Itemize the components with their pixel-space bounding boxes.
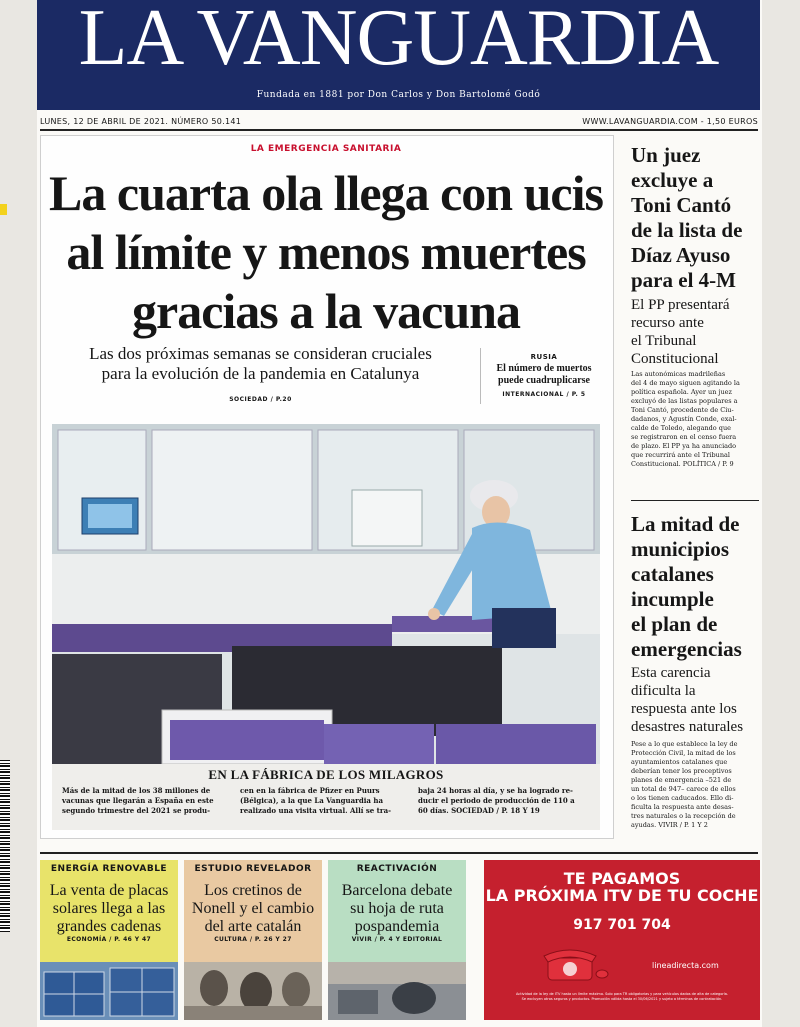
- caption-line: 60 días. SOCIEDAD / P. 18 Y 19: [418, 806, 540, 815]
- body-line: Toni Cantó, procedente de Ciu-: [631, 406, 734, 414]
- teaser-headline-line: Nonell y el cambio: [191, 900, 315, 917]
- photo-caption: [52, 764, 600, 830]
- solar-panels-image: [40, 962, 178, 1020]
- headline-line: de la lista de: [631, 218, 743, 242]
- headline-line: al límite y menos muertes: [66, 224, 586, 280]
- side-story-2-body: [631, 740, 761, 830]
- headline-line: para el 4-M: [631, 268, 736, 292]
- teaser-headline: [188, 882, 318, 936]
- headline-line: excluye a: [631, 168, 714, 192]
- body-line: Protección Civil, la mitad de los: [631, 749, 736, 757]
- teaser-label: REACTIVACIÓN: [356, 864, 438, 874]
- caption-col-2: [240, 786, 412, 816]
- russia-label: RUSIA: [530, 353, 558, 361]
- teaser-headline: [332, 882, 462, 936]
- body-line: ayuntamientos catalanes que: [631, 758, 728, 766]
- red-telephone-icon: [542, 944, 610, 984]
- edge-tag: [0, 204, 7, 215]
- main-kicker: LA EMERGENCIA SANITARIA: [250, 144, 402, 154]
- subhead-line: Esta carencia: [631, 665, 711, 681]
- teaser-headline-line: su hoja de ruta: [350, 900, 444, 917]
- teaser-headline-line: Los cretinos de: [204, 882, 302, 899]
- teaser-headline-line: del arte catalán: [204, 918, 302, 935]
- teaser-headline-line: pospandemia: [354, 918, 440, 935]
- caption-line: cen en la fábrica de Pfizer en Puurs: [240, 786, 380, 795]
- caption-line: segundo trimestre del 2021 se produ-: [62, 806, 210, 815]
- subhead-line: Las dos próximas semanas se consideran cruciales: [89, 344, 432, 363]
- russia-text: [484, 363, 604, 387]
- side-story-2-headline: [631, 512, 761, 662]
- founded-line: Fundada en 1881 por Don Carlos y Don Bartolomé Godó: [256, 90, 541, 100]
- russia-text-line: El número de muertos: [496, 363, 592, 374]
- caption-title: EN LA FÁBRICA DE LOS MILAGROS: [208, 767, 444, 782]
- headline-line: Toni Cantó: [631, 193, 732, 217]
- ad-phone-number: 917 701 704: [573, 917, 671, 933]
- ad-website: lineadirecta.com: [652, 961, 719, 970]
- teaser-headline-line: grandes cadenas: [56, 918, 162, 935]
- body-line: excluyó de las listas populares a: [631, 397, 738, 405]
- body-line: ficulta la respuesta ante desas-: [631, 803, 734, 811]
- headline-line: gracias a la vacuna: [132, 283, 520, 339]
- russia-text-line: puede cuadruplicarse: [498, 375, 590, 386]
- subhead-line: El PP presentará: [631, 297, 730, 313]
- subhead-line: Constitucional: [631, 351, 719, 367]
- headline-line: Un juez: [631, 143, 701, 167]
- top-rule: [40, 129, 758, 131]
- teaser-label: ENERGÍA RENOVABLE: [50, 864, 168, 874]
- box-divider: [480, 348, 481, 404]
- teaser-section: ECONOMÍA / P. 46 Y 47: [66, 936, 152, 943]
- body-line: ayudas. VIVIR / P. 1 Y 2: [631, 821, 708, 829]
- ad-legal-text: [494, 992, 750, 1002]
- caption-line: ducir el periodo de producción de 110 a: [418, 796, 575, 805]
- newspaper-logo: LA VANGUARDIA: [78, 0, 719, 82]
- ad-headline-line: TE PAGAMOS: [563, 869, 681, 888]
- teaser-headline-line: Barcelona debate: [341, 882, 453, 899]
- teaser-section: VIVIR / P. 4 Y EDITORIAL: [351, 936, 443, 943]
- teaser-label: ESTUDIO REVELADOR: [194, 864, 312, 874]
- vaccine-factory-photo: [52, 424, 600, 764]
- caption-col-1: [62, 786, 234, 816]
- subhead-line: respuesta ante los: [631, 701, 737, 717]
- masthead: [37, 0, 760, 110]
- caption-line: Más de la mitad de los 38 millones de: [62, 786, 211, 795]
- side-story-2-subhead: [631, 664, 761, 736]
- body-line: Constitucional. POLÍTICA / P. 9: [631, 460, 734, 468]
- body-line: se registraron en el censo fuera: [631, 433, 737, 441]
- subhead-line: dificulta la: [631, 683, 696, 699]
- main-headline: [40, 164, 612, 341]
- teaser-headline: [44, 882, 174, 936]
- issue-date: LUNES, 12 DE ABRIL DE 2021. NÚMERO 50.141: [40, 117, 242, 126]
- teaser-nonell-study[interactable]: [184, 860, 322, 1020]
- main-subhead: [48, 344, 473, 410]
- barcode: [0, 760, 10, 932]
- subhead-line: para la evolución de la pandemia en Catalunya: [101, 364, 420, 383]
- body-line: Pese a lo que establece la ley de: [631, 740, 738, 748]
- teaser-section: CULTURA / P. 26 Y 27: [214, 936, 292, 943]
- body-line: política española. Ayer un juez: [631, 388, 732, 396]
- body-line: Las autonómicas madrileñas: [631, 370, 726, 378]
- headline-line: La mitad de: [631, 512, 740, 536]
- headline-line: incumple: [631, 587, 714, 611]
- body-line: del 4 de mayo siguen agitando la: [631, 379, 740, 387]
- side-story-1-subhead: [631, 296, 761, 368]
- headline-line: Díaz Ayuso: [631, 243, 731, 267]
- caption-line: vacunas que llegarán a España en este: [62, 796, 214, 805]
- body-line: dadanos, y Agustín Conde, exal-: [631, 415, 737, 423]
- site-and-price: WWW.LAVANGUARDIA.COM - 1,50 EUROS: [582, 117, 758, 126]
- ad-legal-line: Se excluyen otros seguros y productos. Promoción válida hasta el 30/06/2021 y sujeto a términos de contratación.: [521, 997, 723, 1001]
- bottom-rule: [40, 852, 758, 854]
- body-line: deberían tener los preceptivos: [631, 767, 732, 775]
- caption-line: baja 24 horas al día, y se ha logrado re-: [418, 786, 573, 795]
- dateline: [40, 117, 758, 126]
- headline-line: municipios: [631, 537, 730, 561]
- teaser-barcelona-reactivation[interactable]: [328, 860, 466, 1020]
- subhead-line: desastres naturales: [631, 719, 744, 735]
- body-line: un total de 947– carece de ellos: [631, 785, 736, 793]
- subhead-line: el Tribunal: [631, 333, 697, 349]
- ad-headline-line: LA PRÓXIMA ITV DE TU COCHE: [485, 886, 759, 905]
- teaser-renewable-energy[interactable]: [40, 860, 178, 1020]
- body-line: calde de Toledo, alegando que: [631, 424, 731, 432]
- teaser-headline-line: La venta de placas: [49, 882, 169, 899]
- caption-line: (Bélgica), a la que La Vanguardia ha: [240, 796, 384, 805]
- headline-line: emergencias: [631, 637, 742, 661]
- body-line: tres naturales o la recepción de: [631, 812, 736, 820]
- russia-box: [484, 353, 604, 398]
- headline-line: el plan de: [631, 612, 718, 636]
- factory-illustration: [52, 424, 600, 764]
- headline-line: catalanes: [631, 562, 714, 586]
- teaser-headline-line: solares llega a las: [52, 900, 166, 917]
- side-divider: [631, 500, 759, 501]
- body-line: planes de emergencia –521 de: [631, 776, 732, 784]
- nonell-painting-image: [184, 962, 322, 1020]
- barcelona-street-image: [328, 962, 466, 1020]
- ad-legal-line: Actividad de la ley de ITV hasta un límite máximo. Solo para TR obligatorias y para vehículos dados de alta de categoría.: [515, 992, 729, 996]
- body-line: de plazo. El PP ya ha anunciado: [631, 442, 737, 450]
- side-story-1-body: [631, 370, 761, 469]
- body-line: que recurrirá ante el Tribunal: [631, 451, 730, 459]
- itv-advertisement[interactable]: [484, 860, 760, 1020]
- russia-section: INTERNACIONAL / P. 5: [502, 391, 586, 398]
- ad-headline: [484, 870, 760, 904]
- caption-line: realizado una visita virtual. Allí se tra-: [240, 806, 392, 815]
- side-story-1-headline: [631, 143, 761, 293]
- caption-col-3: [418, 786, 596, 816]
- subhead-line: recurso ante: [631, 315, 704, 331]
- body-line: o los tienen caducados. Ello di-: [631, 794, 734, 802]
- headline-line: La cuarta ola llega con ucis: [49, 165, 603, 221]
- subhead-section: SOCIEDAD / P.20: [229, 396, 292, 403]
